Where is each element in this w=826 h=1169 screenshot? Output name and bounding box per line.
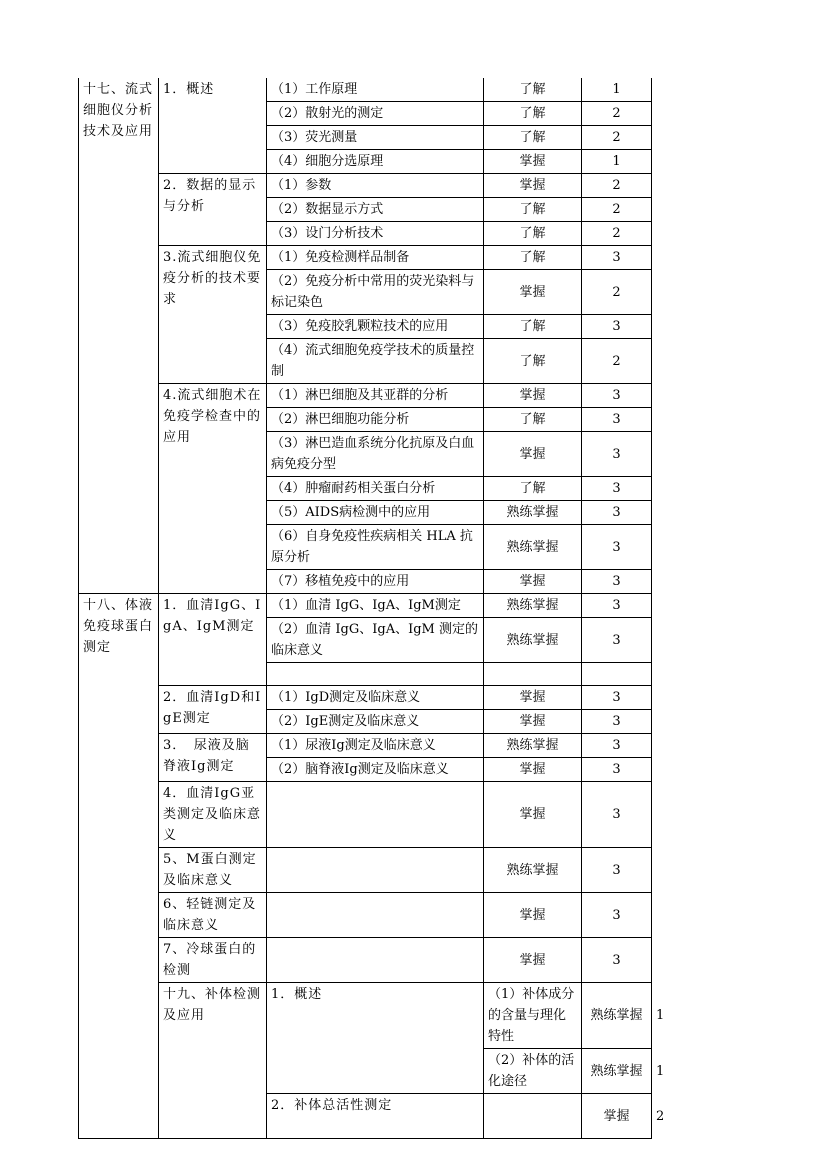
table-row (79, 848, 652, 893)
point-text (267, 663, 484, 686)
level-cell: 掌握 (484, 570, 582, 594)
year-cell: 2 (582, 198, 652, 222)
year-cell: 3 (582, 686, 652, 710)
level-cell: 掌握 (484, 384, 582, 408)
point-text: （1）IgD测定及临床意义 (267, 686, 484, 710)
point-text: （2）补体的活化途径 (484, 1049, 582, 1094)
topic-title: 1．血清IgG、IgA、IgM测定 (159, 594, 267, 686)
level-cell: 掌握 (484, 270, 582, 315)
point-text (267, 893, 484, 938)
level-cell: 熟练掌握 (484, 594, 582, 618)
level-cell: 掌握 (484, 938, 582, 983)
year-cell: 3 (582, 594, 652, 618)
topic-title: 6、轻链测定及临床意义 (159, 893, 267, 938)
point-text: （2）血清 IgG、IgA、IgM 测定的临床意义 (267, 618, 484, 663)
point-text (267, 782, 484, 848)
point-text: （1）工作原理 (267, 78, 484, 102)
level-cell: 了解 (484, 408, 582, 432)
year-cell: 3 (582, 782, 652, 848)
point-text: （5）AIDS病检测中的应用 (267, 501, 484, 525)
table-row: 2．补体总活性测定 掌握 2 (79, 1094, 652, 1139)
topic-title: 7、冷球蛋白的检测 (159, 938, 267, 983)
level-cell: 了解 (484, 126, 582, 150)
year-cell: 3 (582, 525, 652, 570)
year-cell: 3 (582, 432, 652, 477)
level-cell: 熟练掌握 (484, 525, 582, 570)
topic-title: 2．补体总活性测定 (267, 1094, 484, 1139)
year-cell: 3 (582, 618, 652, 663)
point-text (267, 938, 484, 983)
year-cell: 3 (582, 246, 652, 270)
topic-title: 4．血清IgG亚类测定及临床意义 (159, 782, 267, 848)
point-text: （2）脑脊液Ig测定及临床意义 (267, 758, 484, 782)
level-cell: 掌握 (484, 710, 582, 734)
unit-title: 十八、体液免疫球蛋白测定 (79, 594, 159, 1139)
level-cell: 熟练掌握 (484, 501, 582, 525)
year-cell: 3 (582, 501, 652, 525)
level-cell: 了解 (484, 477, 582, 501)
year-cell: 3 (582, 734, 652, 758)
level-cell: 掌握 (484, 150, 582, 174)
topic-title: 3.流式细胞仪免疫分析的技术要求 (159, 246, 267, 384)
table-row (79, 246, 652, 270)
topic-title: 3． 尿液及脑脊液Ig测定 (159, 734, 267, 782)
unit-title: 十七、流式细胞仪分析技术及应用 (79, 78, 159, 594)
level-cell: 熟练掌握 (582, 983, 652, 1049)
year-cell: 3 (582, 938, 652, 983)
point-text: （1）参数 (267, 174, 484, 198)
year-cell: 3 (582, 893, 652, 938)
table-row (79, 174, 652, 198)
level-cell: 掌握 (484, 782, 582, 848)
level-cell: 了解 (484, 222, 582, 246)
unit-title: 十九、补体检测及应用 (159, 983, 267, 1139)
level-cell: 了解 (484, 78, 582, 102)
table-row: （2）补体的活化途径 熟练掌握 1 (79, 1049, 652, 1094)
point-text: （2）淋巴细胞功能分析 (267, 408, 484, 432)
point-text: （3）荧光测量 (267, 126, 484, 150)
level-cell: 掌握 (484, 686, 582, 710)
level-cell: 熟练掌握 (484, 618, 582, 663)
table-row (79, 384, 652, 408)
table-row (79, 734, 652, 758)
year-cell: 1 (582, 78, 652, 102)
level-cell (484, 663, 582, 686)
point-text: （2）IgE测定及临床意义 (267, 710, 484, 734)
year-cell: 3 (582, 477, 652, 501)
table-row (79, 938, 652, 983)
level-cell: 了解 (484, 315, 582, 339)
year-cell: 3 (582, 384, 652, 408)
point-text: （3）淋巴造血系统分化抗原及白血病免疫分型 (267, 432, 484, 477)
year-cell (582, 663, 652, 686)
level-cell: 掌握 (484, 432, 582, 477)
year-cell: 2 (582, 126, 652, 150)
point-text: （6）自身免疫性疾病相关 HLA 抗原分析 (267, 525, 484, 570)
level-cell: 了解 (484, 198, 582, 222)
topic-title: 1．概述 (267, 983, 484, 1094)
level-cell: 熟练掌握 (484, 848, 582, 893)
point-text: （1）尿液Ig测定及临床意义 (267, 734, 484, 758)
point-text: （7）移植免疫中的应用 (267, 570, 484, 594)
syllabus-table (78, 78, 665, 1139)
point-text: （4）细胞分选原理 (267, 150, 484, 174)
point-text: （2）数据显示方式 (267, 198, 484, 222)
level-cell: 掌握 (484, 174, 582, 198)
level-cell: 了解 (484, 102, 582, 126)
topic-title: 1．概述 (159, 78, 267, 174)
point-text: （4）肿瘤耐药相关蛋白分析 (267, 477, 484, 501)
level-cell: 熟练掌握 (484, 734, 582, 758)
year-cell: 3 (582, 315, 652, 339)
level-cell: 掌握 (484, 758, 582, 782)
year-cell: 3 (582, 758, 652, 782)
topic-title: 5、M蛋白测定及临床意义 (159, 848, 267, 893)
topic-title: 2．数据的显示与分析 (159, 174, 267, 246)
year-cell: 3 (582, 408, 652, 432)
point-text: （4）流式细胞免疫学技术的质量控制 (267, 339, 484, 384)
point-text (484, 1094, 582, 1139)
year-cell: 3 (582, 570, 652, 594)
point-text: （3）免疫胶乳颗粒技术的应用 (267, 315, 484, 339)
table-row (79, 686, 652, 710)
year-cell: 2 (582, 270, 652, 315)
level-cell: 掌握 (582, 1094, 652, 1139)
year-cell: 2 (582, 222, 652, 246)
year-cell: 1 (582, 150, 652, 174)
table-row (79, 782, 652, 848)
year-cell: 2 (582, 102, 652, 126)
topic-title: 2．血清IgD和IgE测定 (159, 686, 267, 734)
point-text: （1）淋巴细胞及其亚群的分析 (267, 384, 484, 408)
year-cell: 3 (582, 848, 652, 893)
level-cell: 掌握 (484, 893, 582, 938)
table-row (79, 78, 652, 102)
point-text: （1）血清 IgG、IgA、IgM测定 (267, 594, 484, 618)
point-text: （2）免疫分析中常用的荧光染料与标记染色 (267, 270, 484, 315)
level-cell: 熟练掌握 (582, 1049, 652, 1094)
year-cell: 2 (582, 339, 652, 384)
point-text: （1）补体成分的含量与理化特性 (484, 983, 582, 1049)
topic-title: 4.流式细胞术在免疫学检查中的应用 (159, 384, 267, 594)
point-text (267, 848, 484, 893)
year-cell: 3 (582, 710, 652, 734)
table-row: 十九、补体检测及应用 1．概述 （1）补体成分的含量与理化特性 熟练掌握 1 (79, 983, 652, 1049)
table-row (79, 893, 652, 938)
level-cell: 了解 (484, 246, 582, 270)
point-text: （2）散射光的测定 (267, 102, 484, 126)
point-text: （1）免疫检测样品制备 (267, 246, 484, 270)
point-text: （3）设门分析技术 (267, 222, 484, 246)
table-row (79, 594, 652, 618)
year-cell: 2 (582, 174, 652, 198)
level-cell: 了解 (484, 339, 582, 384)
